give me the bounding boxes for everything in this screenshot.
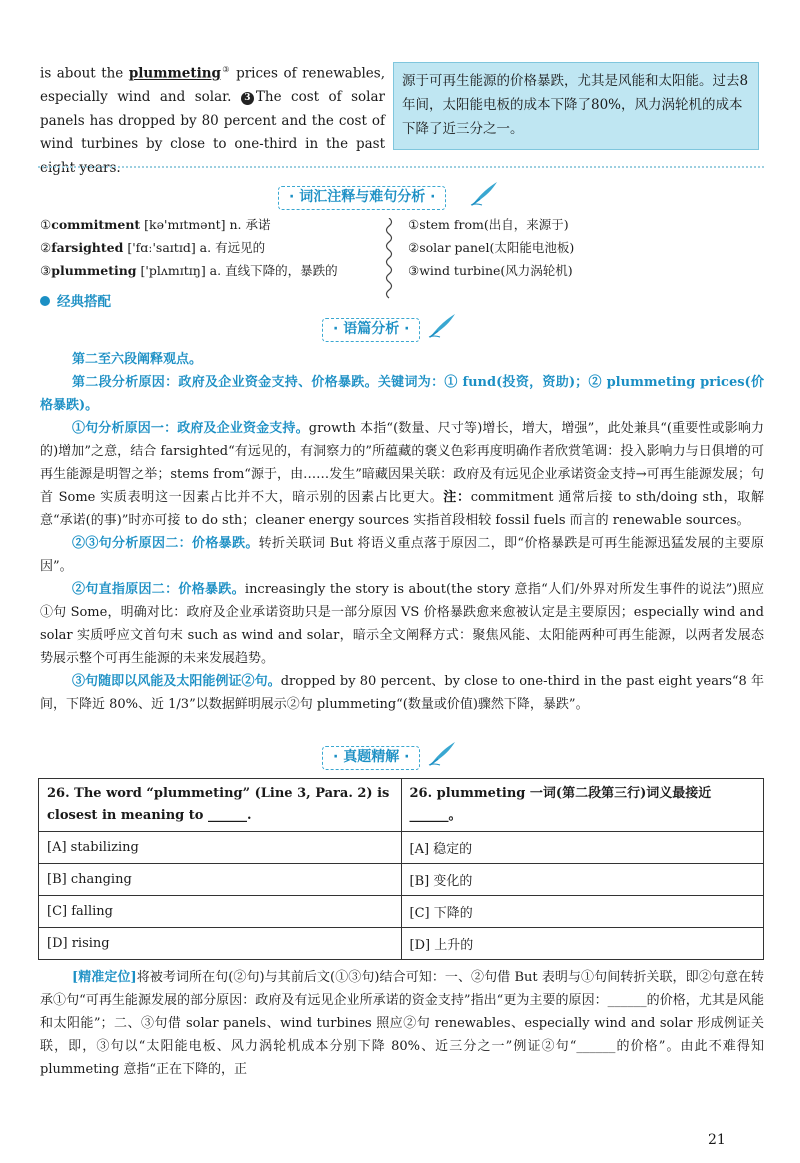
page-number: 21 bbox=[708, 1132, 726, 1148]
analysis-para-3: ①句分析原因一：政府及企业资金支持。growth 本指“(数量、尺寸等)增长，增大，增强”，此处兼具“(重要性或影响力的)增加”之意，结合 farsighted“有远见的，有洞察力的”所蕴藏的褒义色彩再度明确作者欣赏笔调：投入影响力与日俱增的可再生能源是明智之举；stems from“源于，由……发生”暗藏因果关联：政府及有远见企业承诺资金支持→可再生能源发展；句首 Some 实质表明这一因素占比并不大，暗示别的因素占比更大。注：commitment 通常后接 to sth/doing sth，取解意“承诺(的事)”时亦可接 to do sth；cleaner energy sources 实指首段相较 fossil fuels 而言的 renewable sources。 bbox=[40, 421, 764, 528]
divider bbox=[38, 166, 764, 168]
option-a-en: [A] stabilizing bbox=[39, 832, 402, 864]
collocation-label: 经典搭配 bbox=[40, 290, 111, 310]
collocation-item: ②solar panel(太阳能电池板) bbox=[408, 240, 575, 255]
analysis-para-2: 第二段分析原因：政府及企业资金支持、价格暴跌。关键词为：① fund(投资，资助)；② plummeting prices(价格暴跌)。 bbox=[40, 375, 764, 413]
quill-pen-icon bbox=[428, 740, 458, 766]
vocab-item: ③plummeting ['plʌmɪtɪŋ] a. 直线下降的，暴跌的 bbox=[40, 263, 338, 278]
vocab-right-list bbox=[408, 213, 574, 282]
translation-box: 源于可再生能源的价格暴跌，尤其是风能和太阳能。过去8年间，太阳能电板的成本下降了80%，风力涡轮机的成本下降了近三分之一。 bbox=[393, 62, 759, 150]
vocab-left-list bbox=[40, 213, 338, 282]
explanation-label: [精准定位] bbox=[72, 970, 137, 985]
option-b-zh: [B] 变化的 bbox=[401, 864, 764, 896]
explanation-block: [精准定位]将被考词所在句(②句)与其前后文(①③句)结合可知：一、②句借 But 表明与①句间转折关联，即②句意在转承①句“可再生能源发展的部分原因：政府及有远见企业所承诺的资金支持”指出“更为主要的原因：______的价格，尤其是风能和太阳能”；二、③句借 solar panels、wind turbines 照应②句 renewables、especially wind and solar 形成例证关联，即，③句以“太阳能电板、风力涡轮机成本分别下降 80%、近三分之一”例证②句“______的价格”。由此不难得知 plummeting 意指“正在下降的，正 bbox=[40, 970, 764, 1077]
option-b-en: [B] changing bbox=[39, 864, 402, 896]
bullet-dot-icon bbox=[40, 296, 50, 306]
vocab-item: ②farsighted ['fɑː'saɪtɪd] a. 有远见的 bbox=[40, 240, 266, 255]
collocation-item: ①stem from(出自，来源于) bbox=[408, 217, 569, 232]
question-stem-en: 26. The word “plummeting” (Line 3, Para. 2) is closest in meaning to ______. bbox=[39, 779, 402, 832]
analysis-para-6: ③句随即以风能及太阳能例证②句。dropped by 80 percent、by close to one-third in the past eight years“8 年间，下降近 80%、近 1/3”以数据鲜明展示②句 plummeting“(数量或价值)骤然下降，暴跌”。 bbox=[40, 674, 764, 712]
section-title-exam: · 真题精解 · bbox=[322, 746, 420, 770]
quill-pen-icon bbox=[470, 180, 500, 206]
analysis-para-5: ②句直指原因二：价格暴跌。increasingly the story is about(the story 意指“人们/外界对所发生事件的说法”)照应①句 Some，明确对比：政府及企业承诺资助只是一部分原因 VS 价格暴跌愈来愈被认定是主要原因；especially wind and solar 实质呼应文首句末 such as wind and solar，暗示全文阐释方式：聚焦风能、太阳能两种可再生能源，以两者发展态势展示整个可再生能源的未来发展趋势。 bbox=[40, 582, 764, 666]
question-table bbox=[38, 778, 764, 960]
analysis-heading: 第二至六段阐释观点。 bbox=[72, 352, 203, 367]
sentence-number-badge: 3 bbox=[241, 92, 254, 105]
passage-text: is about the plummeting③ prices of renewables, especially wind and solar. 3 The cost of solar panels has dropped by 80 percent and the cost of wind turbines by close to one-third in the past eight years. bbox=[40, 65, 385, 176]
option-d-en: [D] rising bbox=[39, 928, 402, 960]
option-a-zh: [A] 稳定的 bbox=[401, 832, 764, 864]
collocation-item: ③wind turbine(风力涡轮机) bbox=[408, 263, 573, 278]
vocab-item: ①commitment [kə'mɪtmənt] n. 承诺 bbox=[40, 217, 271, 232]
option-c-zh: [C] 下降的 bbox=[401, 896, 764, 928]
keyword-plummeting: plummeting bbox=[128, 65, 221, 82]
divider-squiggle bbox=[382, 218, 396, 302]
option-c-en: [C] falling bbox=[39, 896, 402, 928]
option-d-zh: [D] 上升的 bbox=[401, 928, 764, 960]
section-title-discourse: · 语篇分析 · bbox=[322, 318, 420, 342]
quill-pen-icon bbox=[428, 312, 458, 338]
section-title-vocab: · 词汇注释与难句分析 · bbox=[278, 186, 446, 210]
question-stem-zh: 26. plummeting 一词(第二段第三行)词义最接近 ______。 bbox=[401, 779, 764, 832]
analysis-para-4: ②③句分析原因二：价格暴跌。转折关联词 But 将语义重点落于原因二，即“价格暴跌是可再生能源迅猛发展的主要原因”。 bbox=[40, 536, 764, 574]
analysis-block bbox=[40, 348, 764, 716]
